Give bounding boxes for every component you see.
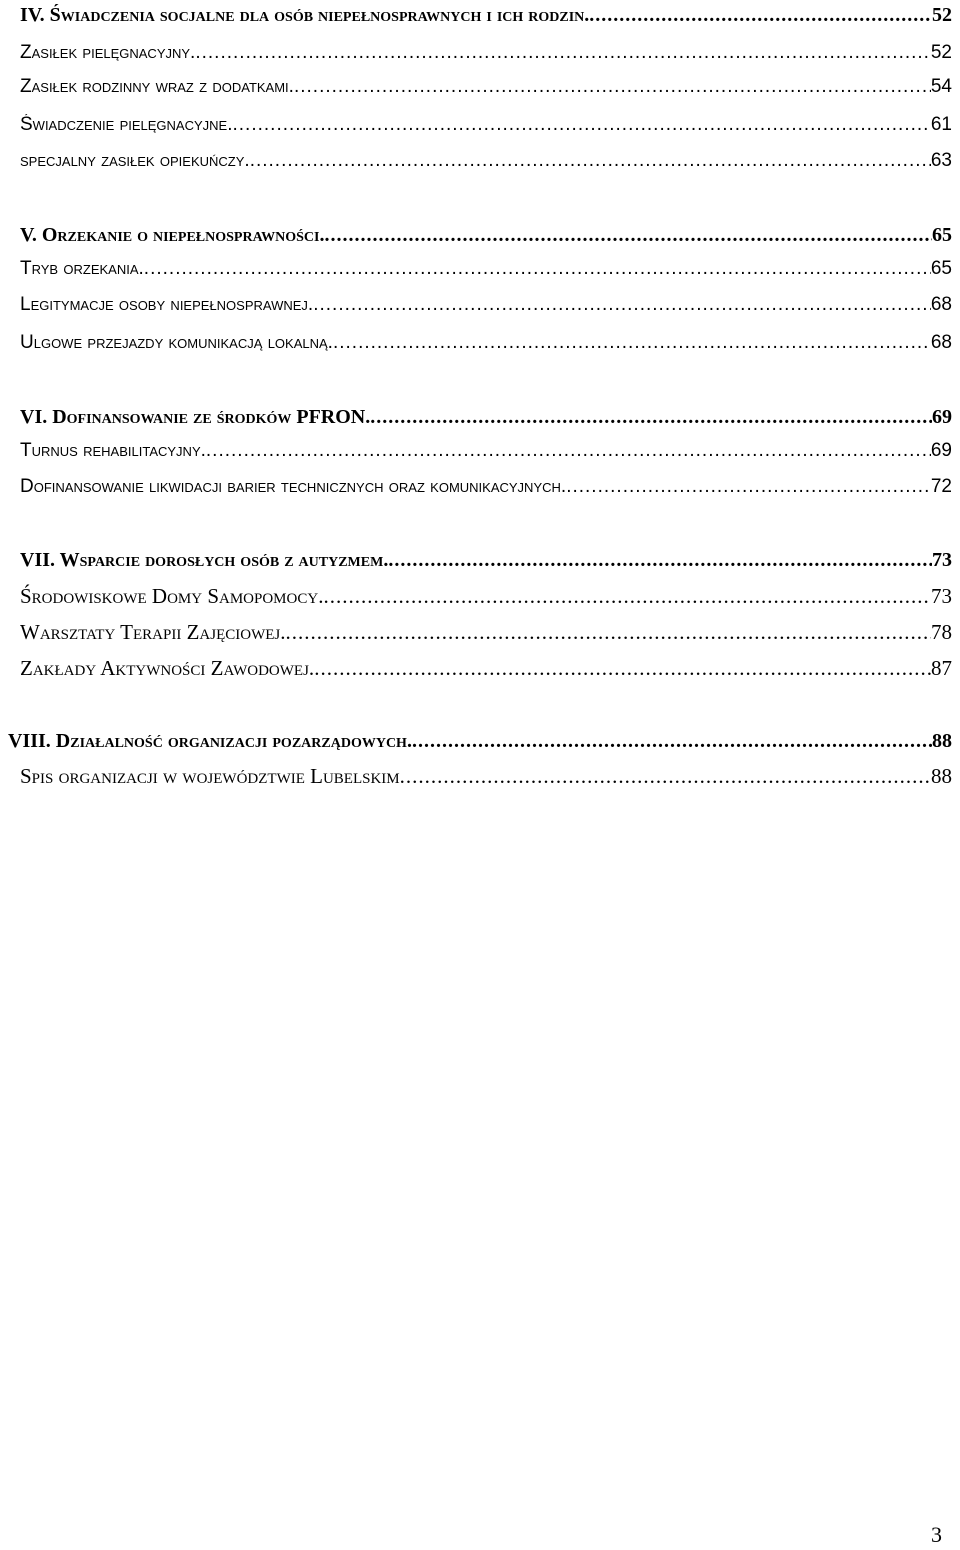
toc-entry-page: 65 xyxy=(930,258,952,279)
toc-entry-label: Środowiskowe Domy Samopomocy. xyxy=(20,584,324,608)
dot-leader xyxy=(314,656,931,681)
dot-leader xyxy=(195,42,931,64)
toc-entry-page: 69 xyxy=(930,440,952,461)
toc-entry-page: 52 xyxy=(932,4,952,26)
toc-entry-page: 68 xyxy=(930,294,952,315)
dot-leader xyxy=(206,440,931,462)
toc-section-entry[interactable] xyxy=(20,224,952,254)
toc-entry[interactable] xyxy=(20,584,952,614)
toc-entry-page: 65 xyxy=(932,224,952,246)
toc-entry-label: Zakłady Aktywności Zawodowej. xyxy=(20,656,315,680)
dot-leader xyxy=(400,764,931,789)
toc-entry-label: Spis organizacji w województwie Lubelskim xyxy=(20,764,400,788)
toc-entry[interactable] xyxy=(20,332,952,362)
toc-entry-label: VI. Dofinansowanie ze środków PFRON. xyxy=(20,406,371,428)
toc-entry[interactable] xyxy=(20,440,952,470)
dot-leader xyxy=(388,549,932,572)
dot-leader xyxy=(233,114,931,136)
toc-entry-label: Tryb orzekania. xyxy=(20,258,144,279)
toc-entry[interactable] xyxy=(20,258,952,288)
dot-leader xyxy=(589,4,932,27)
toc-entry-page: 88 xyxy=(932,730,952,752)
toc-section-entry[interactable] xyxy=(8,730,952,760)
toc-section-entry[interactable] xyxy=(20,4,952,34)
toc-entry-page: 52 xyxy=(930,42,952,63)
toc-entry-label: Zasiłek pielęgnacyjny. xyxy=(20,42,196,63)
toc-entry-page: 69 xyxy=(932,406,952,428)
toc-entry-page: 87 xyxy=(931,656,952,680)
toc-entry[interactable] xyxy=(20,656,952,686)
dot-leader xyxy=(313,294,931,316)
toc-entry[interactable] xyxy=(20,764,952,794)
toc-entry-label: VIII. Działalność organizacji pozarządowych. xyxy=(8,730,412,752)
dot-leader xyxy=(294,76,931,98)
dot-leader xyxy=(412,730,932,753)
toc-entry[interactable] xyxy=(20,114,952,144)
toc-entry-page: 63 xyxy=(930,150,952,171)
toc-entry[interactable] xyxy=(20,294,952,324)
toc-section-entry[interactable] xyxy=(20,549,952,579)
dot-leader xyxy=(566,476,931,498)
toc-entry-label: Zasiłek rodzinny wraz z dodatkami. xyxy=(20,76,294,97)
toc-entry-label: Dofinansowanie likwidacji barier technicznych oraz komunikacyjnych. xyxy=(20,476,567,497)
toc-entry-page: 73 xyxy=(931,584,952,608)
dot-leader xyxy=(250,150,931,172)
toc-entry-label: Legitymacje osoby niepełnosprawnej. xyxy=(20,294,314,315)
dot-leader xyxy=(333,332,931,354)
toc-section-entry[interactable] xyxy=(20,406,952,436)
dot-leader xyxy=(144,258,931,280)
toc-entry-page: 54 xyxy=(930,76,952,97)
dot-leader xyxy=(323,584,931,609)
toc-entry-label: IV. Świadczenia socjalne dla osób niepełnosprawnych i ich rodzin. xyxy=(20,4,590,26)
toc-entry[interactable] xyxy=(20,76,952,106)
toc-entry-page: 73 xyxy=(932,549,952,571)
toc-entry[interactable] xyxy=(20,150,952,180)
toc-entry[interactable] xyxy=(20,42,952,72)
toc-entry[interactable] xyxy=(20,476,952,506)
dot-leader xyxy=(285,620,931,645)
toc-entry-label: VII. Wsparcie dorosłych osób z autyzmem. xyxy=(20,549,389,571)
toc-entry-label: specjalny zasiłek opiekuńczy. xyxy=(20,150,250,171)
toc-entry[interactable] xyxy=(20,620,952,650)
toc-entry-page: 88 xyxy=(931,764,952,788)
toc-entry-label: Warsztaty Terapii Zajęciowej. xyxy=(20,620,286,644)
dot-leader xyxy=(324,224,932,247)
toc-entry-page: 72 xyxy=(930,476,952,497)
toc-entry-label: Turnus rehabilitacyjny. xyxy=(20,440,206,461)
toc-entry-label: V. Orzekanie o niepełnosprawności. xyxy=(20,224,325,246)
toc-entry-page: 68 xyxy=(930,332,952,353)
toc-entry-page: 61 xyxy=(930,114,952,135)
dot-leader xyxy=(370,406,932,429)
toc-entry-label: Ulgowe przejazdy komunikacją lokalną. xyxy=(20,332,333,353)
page-number: 3 xyxy=(931,1522,942,1547)
toc-entry-label: Świadczenie pielęgnacyjne. xyxy=(20,114,233,135)
toc-entry-page: 78 xyxy=(931,620,952,644)
